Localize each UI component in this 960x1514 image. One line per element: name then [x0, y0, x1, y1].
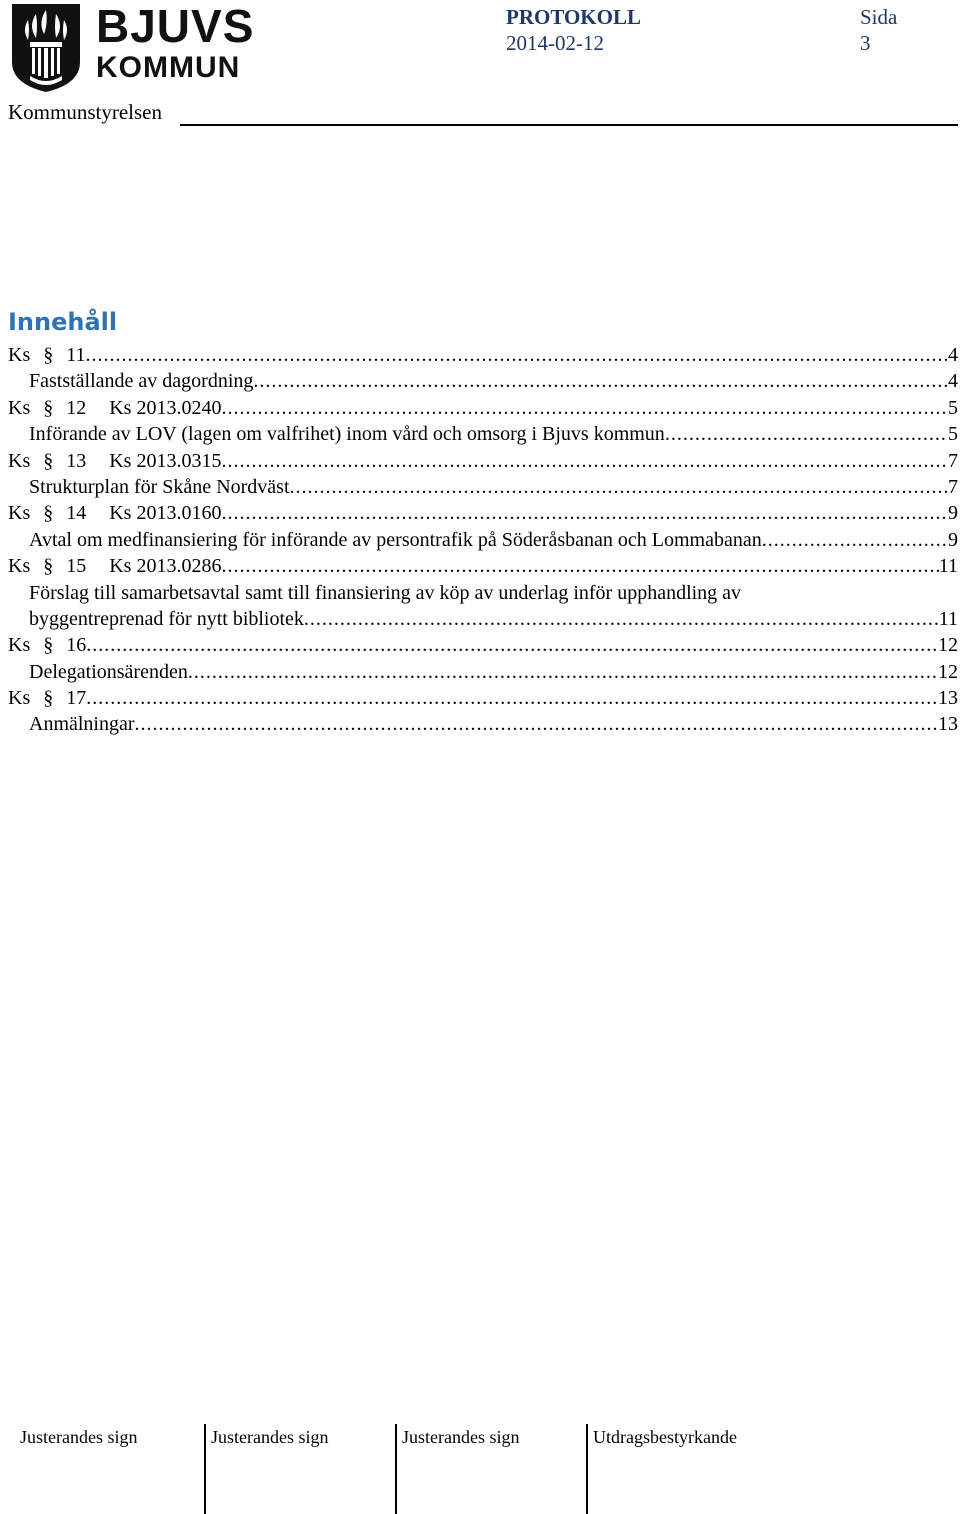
toc-case-reference: Ks 2013.0315 [109, 449, 222, 472]
toc-page-number: 5 [948, 396, 958, 419]
toc-entry-title: Avtal om medfinansiering för införande av persontrafik på Söderåsbanan och Lommabanan [29, 528, 762, 551]
toc-leader-dots [762, 527, 948, 553]
page-label: Sida [860, 5, 898, 29]
toc-page-number: 13 [938, 687, 958, 710]
toc-leader-dots [290, 474, 948, 500]
toc-entry-label: Ks § 12 Ks 2013.0240 [8, 396, 222, 419]
toc-entry-continuation[interactable] [8, 606, 958, 632]
toc-leader-dots [665, 421, 948, 447]
toc-entry-title: Införande av LOV (lagen om valfrihet) inom vård och omsorg i Bjuvs kommun [29, 423, 665, 446]
toc-entry[interactable] [8, 659, 958, 685]
toc-entry-title: Delegationsärenden [29, 660, 188, 683]
toc-page-number: 11 [938, 607, 958, 630]
signature-box-utdragsbestyrkande: Utdragsbestyrkande [593, 1427, 737, 1447]
toc-entry-title: Strukturplan för Skåne Nordväst [29, 475, 290, 498]
toc-page-number: 11 [938, 555, 958, 578]
toc-entry-label: Ks § 14 Ks 2013.0160 [8, 502, 222, 525]
logo-name-line1: BJUVS [96, 0, 255, 52]
toc-entry-label: Ks § 16 [8, 634, 87, 657]
toc-page-number: 12 [938, 660, 958, 683]
toc-leader-dots [86, 685, 938, 711]
footer-divider [395, 1424, 397, 1514]
toc-leader-dots [188, 659, 938, 685]
toc-case-reference: Ks 2013.0286 [109, 555, 222, 578]
toc-leader-dots [135, 711, 938, 737]
toc-leader-dots [86, 342, 949, 368]
toc-leader-dots [221, 553, 938, 579]
toc-entry[interactable] [8, 711, 958, 737]
footer-divider [586, 1424, 588, 1514]
toc-entry-label: Ks § 11 [8, 344, 86, 366]
toc-page-number: 9 [948, 502, 958, 525]
header-divider [180, 124, 958, 126]
toc-page-number: 7 [948, 449, 958, 472]
toc-heading: Innehåll [8, 308, 118, 336]
toc-page-number: 9 [948, 528, 958, 551]
toc-entry[interactable] [8, 395, 958, 421]
document-date: 2014-02-12 [506, 31, 604, 55]
toc-case-reference: Ks 2013.0160 [109, 502, 222, 525]
page-number: 3 [860, 31, 871, 55]
toc-entry-title: Fastställande av dagordning [29, 370, 254, 393]
signature-box-justerande-2: Justerandes sign [211, 1427, 329, 1447]
logo-name-line2: KOMMUN [96, 51, 241, 84]
toc-entry[interactable] [8, 421, 958, 447]
toc-page-number: 4 [948, 370, 958, 393]
toc-entry[interactable] [8, 500, 958, 526]
toc-leader-dots [253, 368, 948, 394]
signature-box-justerande-1: Justerandes sign [20, 1427, 138, 1447]
toc-page-number: 5 [948, 423, 958, 446]
toc-page-number: 7 [948, 475, 958, 498]
toc-entry-title: Anmälningar [29, 713, 135, 736]
toc-page-number: 12 [938, 634, 958, 657]
toc-page-number: 13 [938, 713, 958, 736]
toc-page-number: 4 [948, 344, 958, 366]
toc-entry[interactable] [8, 685, 958, 711]
toc-leader-dots [304, 606, 939, 632]
document-type: PROTOKOLL [506, 5, 641, 29]
toc-entry-label: Ks § 13 Ks 2013.0315 [8, 449, 222, 472]
municipality-logo [8, 0, 255, 94]
toc-entry-title-continued: byggentreprenad för nytt bibliotek [29, 607, 304, 630]
signature-footer [0, 1424, 960, 1514]
toc-entry[interactable] [8, 474, 958, 500]
toc-entry-label: Ks § 15 Ks 2013.0286 [8, 555, 222, 578]
organisation-name: Kommunstyrelsen [8, 100, 162, 124]
toc-entry[interactable] [8, 448, 958, 474]
table-of-contents [8, 342, 958, 738]
toc-case-reference: Ks 2013.0240 [109, 396, 222, 419]
toc-entry[interactable] [8, 342, 958, 368]
toc-entry[interactable] [8, 527, 958, 553]
toc-entry[interactable] [8, 632, 958, 658]
toc-entry[interactable] [8, 553, 958, 579]
toc-leader-dots [221, 500, 948, 526]
toc-entry[interactable] [8, 580, 958, 606]
torch-emblem-icon [8, 4, 84, 92]
toc-leader-dots [86, 632, 938, 658]
signature-box-justerande-3: Justerandes sign [402, 1427, 520, 1447]
toc-leader-dots [221, 395, 948, 421]
footer-divider [204, 1424, 206, 1514]
toc-entry-label: Ks § 17 [8, 687, 87, 710]
toc-leader-dots [221, 448, 948, 474]
toc-entry[interactable] [8, 368, 958, 394]
toc-entry-title: Förslag till samarbetsavtal samt till finansiering av köp av underlag inför upphandling av [29, 581, 742, 604]
